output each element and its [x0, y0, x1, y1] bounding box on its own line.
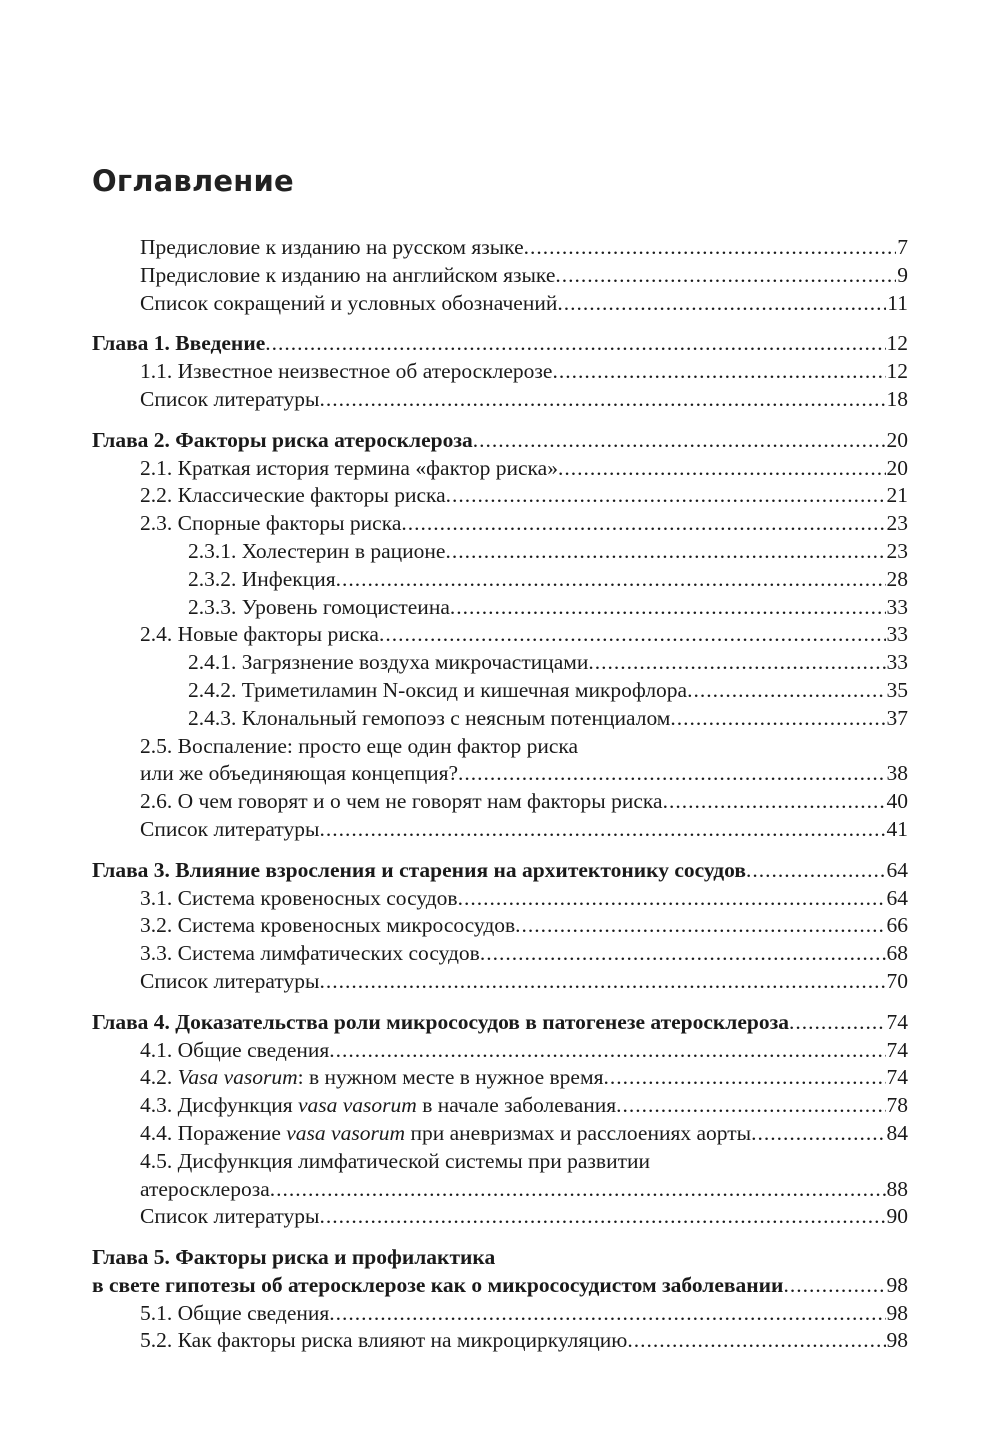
dot-leader — [401, 510, 885, 538]
toc-entry[interactable] — [92, 705, 908, 733]
entry-text: 2.3.2. Инфекция — [188, 566, 336, 591]
toc-chapter-entry[interactable] — [92, 857, 908, 885]
entry-title — [140, 733, 578, 761]
toc-entry[interactable] — [92, 649, 908, 677]
dot-leader — [558, 455, 886, 483]
entry-title — [140, 455, 558, 483]
entry-title — [92, 427, 473, 455]
entry-text: Глава 3. Влияние взросления и старения на архитектонику сосудов — [92, 857, 746, 882]
entry-title — [140, 788, 663, 816]
dot-leader — [319, 968, 885, 996]
italic-term: vasa vasorum — [286, 1120, 406, 1145]
page-number: 21 — [886, 483, 908, 508]
toc-entry[interactable] — [92, 1092, 908, 1120]
dot-leader — [473, 427, 886, 455]
entry-title — [140, 940, 480, 968]
toc-entry[interactable] — [92, 262, 908, 290]
toc-entry[interactable] — [92, 940, 908, 968]
page-number: 12 — [886, 359, 908, 384]
page-number: 98 — [886, 1328, 908, 1353]
entry-title — [140, 234, 524, 262]
toc-entry[interactable] — [92, 566, 908, 594]
entry-text: 5.2. Как факторы риска влияют на микроциркуляцию — [140, 1328, 628, 1353]
toc-entry[interactable] — [92, 885, 908, 913]
toc-section — [92, 427, 908, 844]
entry-title — [140, 816, 319, 844]
toc-entry[interactable] — [92, 290, 908, 318]
dot-leader — [751, 1120, 885, 1148]
toc-entry[interactable] — [92, 1176, 908, 1204]
dot-leader — [379, 621, 886, 649]
page-number: 41 — [886, 816, 908, 841]
toc-entry[interactable] — [92, 760, 908, 788]
toc-chapter-entry[interactable] — [92, 330, 908, 358]
dot-leader — [557, 290, 886, 318]
dot-leader — [588, 649, 885, 677]
entry-title — [140, 358, 552, 386]
dot-leader — [445, 538, 885, 566]
entry-text: при аневризмах и расслоениях аорты — [405, 1120, 752, 1145]
toc-section — [92, 330, 908, 413]
entry-title — [140, 290, 557, 318]
dot-leader — [603, 1064, 885, 1092]
page-number: 23 — [886, 538, 908, 563]
page-number: 64 — [886, 885, 908, 910]
dot-leader — [555, 262, 896, 290]
dot-leader — [446, 482, 886, 510]
page-number: 20 — [886, 427, 908, 452]
dot-leader — [480, 940, 886, 968]
toc-entry[interactable] — [92, 482, 908, 510]
italic-term: vasa vasorum — [297, 1093, 417, 1118]
dot-leader — [319, 816, 885, 844]
page-number: 74 — [886, 1065, 908, 1090]
toc-entry[interactable] — [92, 1148, 908, 1176]
entry-title — [140, 1092, 616, 1120]
page-number: 66 — [886, 913, 908, 938]
dot-leader — [663, 788, 886, 816]
toc-entry[interactable] — [92, 1064, 908, 1092]
toc-chapter-entry[interactable] — [92, 1244, 908, 1272]
entry-text: 4.1. Общие сведения — [140, 1037, 330, 1062]
entry-text: Список литературы — [140, 386, 320, 411]
toc-entry[interactable] — [92, 788, 908, 816]
dot-leader — [450, 594, 886, 622]
dot-leader — [627, 1327, 885, 1355]
toc-entry[interactable] — [92, 912, 908, 940]
dot-leader — [329, 1037, 885, 1065]
entry-text: 4.3. Дисфункция — [140, 1093, 298, 1118]
toc-entry[interactable] — [92, 1120, 908, 1148]
entry-text: Предисловие к изданию на английском языке — [140, 262, 556, 287]
page-number: 11 — [887, 290, 908, 315]
table-of-contents — [92, 234, 908, 1368]
toc-entry[interactable] — [92, 677, 908, 705]
entry-text: атеросклероза — [140, 1176, 270, 1201]
toc-section — [92, 857, 908, 996]
entry-text: Глава 2. Факторы риска атеросклероза — [92, 427, 473, 452]
toc-entry[interactable] — [92, 594, 908, 622]
page-number: 74 — [886, 1037, 908, 1062]
entry-title — [188, 649, 588, 677]
entry-text: Список литературы — [140, 816, 320, 841]
entry-text: Предисловие к изданию на русском языке — [140, 235, 524, 259]
entry-text: : в нужном месте в нужное время — [297, 1065, 604, 1090]
entry-text: 2.5. Воспаление: просто еще один фактор риска — [140, 733, 579, 758]
entry-title — [140, 885, 458, 913]
page-number: 88 — [886, 1176, 908, 1201]
page-number: 98 — [886, 1272, 908, 1297]
dot-leader — [319, 1203, 885, 1231]
toc-entry[interactable] — [92, 621, 908, 649]
entry-title — [188, 677, 687, 705]
dot-leader — [319, 386, 885, 414]
entry-text: 2.4.1. Загрязнение воздуха микрочастицами — [188, 650, 589, 675]
page-number: 40 — [886, 789, 908, 814]
entry-text: 2.3.1. Холестерин в рационе — [188, 538, 446, 563]
dot-leader — [616, 1092, 885, 1120]
entry-title — [188, 705, 670, 733]
entry-title — [188, 566, 336, 594]
entry-title — [188, 538, 445, 566]
entry-text: 2.3.3. Уровень гомоцистеина — [188, 594, 450, 619]
page-number: 20 — [886, 455, 908, 480]
entry-title — [188, 594, 450, 622]
entry-title — [140, 1300, 329, 1328]
entry-text: 2.1. Краткая история термина «фактор риска» — [140, 455, 558, 480]
entry-title — [140, 621, 379, 649]
toc-entry[interactable] — [92, 386, 908, 414]
entry-title — [140, 1037, 329, 1065]
entry-text: 2.6. О чем говорят и о чем не говорят нам факторы риска — [140, 789, 663, 814]
italic-term: Vasa vasorum — [177, 1065, 298, 1090]
toc-entry[interactable] — [92, 234, 908, 262]
entry-text: 2.3. Спорные факторы риска — [140, 511, 402, 536]
entry-text: 2.4.3. Клональный гемопоэз с неясным потенциалом — [188, 705, 671, 730]
page-number: 7 — [897, 235, 908, 259]
page-number: 38 — [886, 761, 908, 786]
page-number: 33 — [886, 622, 908, 647]
toc-entry[interactable] — [92, 538, 908, 566]
entry-title — [140, 1064, 603, 1092]
page-number: 33 — [886, 594, 908, 619]
entry-text: 3.3. Система лимфатических сосудов — [140, 941, 480, 966]
dot-leader — [670, 705, 885, 733]
dot-leader — [524, 234, 897, 262]
dot-leader — [515, 912, 885, 940]
entry-title — [140, 1327, 627, 1355]
entry-title — [92, 1244, 495, 1272]
toc-entry[interactable] — [92, 1203, 908, 1231]
entry-title — [140, 1148, 650, 1176]
dot-leader — [336, 566, 886, 594]
dot-leader — [789, 1009, 885, 1037]
entry-title — [92, 330, 265, 358]
dot-leader — [552, 358, 885, 386]
toc-entry[interactable] — [92, 1300, 908, 1328]
entry-title — [140, 760, 458, 788]
toc-section — [92, 1009, 908, 1231]
entry-title — [140, 386, 319, 414]
entry-text: 5.1. Общие сведения — [140, 1300, 330, 1325]
entry-text: или же объединяющая концепция? — [140, 761, 459, 786]
page-number: 35 — [886, 677, 908, 702]
dot-leader — [270, 1176, 886, 1204]
dot-leader — [783, 1272, 885, 1300]
entry-text: Список сокращений и условных обозначений — [140, 290, 558, 315]
page-number: 74 — [886, 1009, 908, 1034]
toc-chapter-entry[interactable] — [92, 1272, 908, 1300]
toc-chapter-entry[interactable] — [92, 1009, 908, 1037]
page-number: 28 — [886, 566, 908, 591]
page-number: 37 — [886, 705, 908, 730]
toc-chapter-entry[interactable] — [92, 427, 908, 455]
dot-leader — [329, 1300, 885, 1328]
entry-text: Глава 1. Введение — [92, 331, 266, 356]
page-number: 68 — [886, 941, 908, 966]
toc-entry[interactable] — [92, 1037, 908, 1065]
dot-leader — [687, 677, 885, 705]
entry-text: 4.4. Поражение — [140, 1120, 287, 1145]
dot-leader — [746, 857, 886, 885]
page-number: 98 — [886, 1300, 908, 1325]
entry-text: Список литературы — [140, 968, 320, 993]
page-number: 18 — [886, 386, 908, 411]
entry-title — [140, 482, 446, 510]
entry-title — [140, 1120, 751, 1148]
entry-text: 2.4. Новые факторы риска — [140, 622, 379, 647]
entry-text: Глава 4. Доказательства роли микрососудов в патогенезе атеросклероза — [92, 1009, 790, 1034]
entry-text: 2.2. Классические факторы риска — [140, 483, 446, 508]
page-title: Оглавление — [92, 164, 294, 198]
entry-title — [140, 262, 555, 290]
entry-title — [140, 912, 515, 940]
page-number: 70 — [886, 968, 908, 993]
toc-section — [92, 234, 908, 317]
entry-text: Глава 5. Факторы риска и профилактика — [92, 1245, 496, 1270]
entry-text: Список литературы — [140, 1204, 320, 1229]
dot-leader — [458, 885, 886, 913]
page-number: 78 — [886, 1093, 908, 1118]
entry-text: 3.2. Система кровеносных микрососудов — [140, 913, 516, 938]
entry-title — [140, 1203, 319, 1231]
toc-entry[interactable] — [92, 816, 908, 844]
entry-text: 2.4.2. Триметиламин N-оксид и кишечная микрофлора — [188, 677, 688, 702]
page-number: 33 — [886, 650, 908, 675]
entry-text: 3.1. Система кровеносных сосудов — [140, 885, 458, 910]
toc-entry[interactable] — [92, 455, 908, 483]
entry-title — [140, 968, 319, 996]
entry-title — [92, 1009, 789, 1037]
dot-leader — [458, 760, 885, 788]
page-number: 84 — [886, 1120, 908, 1145]
toc-section — [92, 1244, 908, 1355]
entry-text: в свете гипотезы об атеросклерозе как о микрососудистом заболевании — [92, 1272, 784, 1297]
entry-title — [92, 1272, 783, 1300]
entry-title — [140, 510, 401, 538]
page-number: 9 — [897, 262, 908, 287]
page-number: 12 — [886, 331, 908, 356]
page-number: 23 — [886, 511, 908, 536]
page-number: 90 — [886, 1204, 908, 1229]
entry-text: 4.2. — [140, 1065, 178, 1090]
toc-entry[interactable] — [92, 510, 908, 538]
toc-entry[interactable] — [92, 1327, 908, 1355]
entry-text: 1.1. Известное неизвестное об атеросклерозе — [140, 359, 553, 384]
entry-text: 4.5. Дисфункция лимфатической системы при развитии — [140, 1148, 650, 1173]
toc-entry[interactable] — [92, 733, 908, 761]
entry-text: в начале заболевания — [416, 1093, 617, 1118]
dot-leader — [265, 330, 885, 358]
toc-entry[interactable] — [92, 358, 908, 386]
toc-entry[interactable] — [92, 968, 908, 996]
page-number: 64 — [886, 857, 908, 882]
entry-title — [92, 857, 746, 885]
entry-title — [140, 1176, 270, 1204]
